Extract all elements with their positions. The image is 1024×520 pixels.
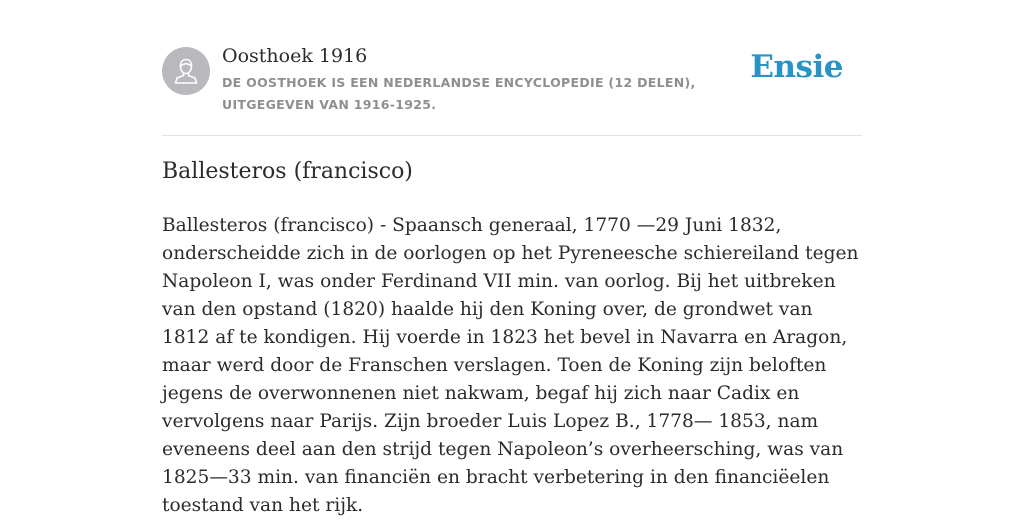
source-header [162,0,862,136]
article-body: Ballesteros (francisco) - Spaansch generaal, 1770 —29 Juni 1832, onderscheidde zich in de oorlogen op het Pyreneesche schiereiland tegen Napoleon I, was onder Ferdinand VII min. van oorlog. Bij het uitbreken van den opstand (1820) haalde hij den Koning over, de grondwet van 1812 af te kondigen. Hij voerde in 1823 het bevel in Navarra en Aragon, maar werd door de Franschen verslagen. Toen de Koning zijn beloften jegens de overwonnenen niet nakwam, begaf hij zich naar Cadix en vervolgens naar Parijs. Zijn broeder Luis Lopez B., 1778— 1853, nam eveneens deel aan den strijd tegen Napoleon’s overheersching, was van 1825—33 min. van financiën en bracht verbetering in den financiëelen toestand van het rijk. [162,215,859,516]
source-description: DE OOSTHOEK IS EEN NEDERLANDSE ENCYCLOPEDIE (12 DELEN), UITGEGEVEN VAN 1916-1925. [222,75,696,112]
brand-logo[interactable]: Ensie [750,49,843,85]
page [162,0,862,516]
article-title: Ballesteros (francisco) [162,159,413,184]
source-name[interactable]: Oosthoek 1916 [222,45,368,67]
user-icon [162,47,210,95]
source-avatar[interactable] [162,47,210,95]
